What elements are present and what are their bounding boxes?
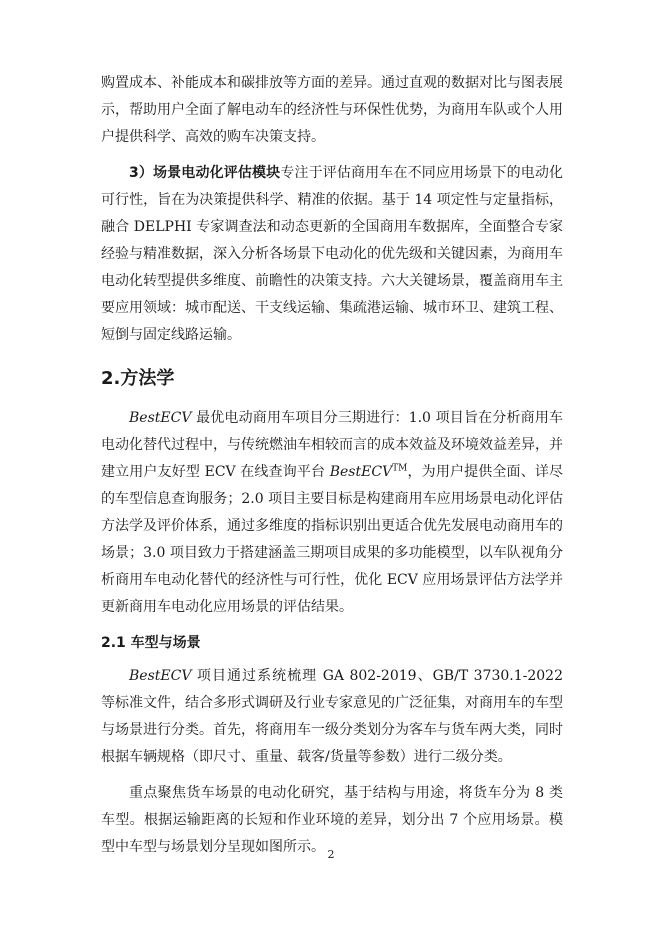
intro-paragraph: 购置成本、补能成本和碳排放等方面的差异。通过直观的数据对比与图表展示，帮助用户全面了解电动车的经济性与环保性优势，为商用车队或个人用户提供科学、高效的购车决策支持。 [101,75,563,145]
vehicle-scenario-paragraph-2: 重点聚焦货车场景的电动化研究，基于结构与用途，将货车分为 8 类车型。根据运输距离的长短和作业环境的差异，划分出 7 个应用场景。模型中车型与场景划分呈现如图所示。 [101,785,563,855]
section-heading-methodology: 2.方法学 [101,368,175,389]
project-name-2: BestECV [129,668,192,684]
subsection-heading-vehicle-scenario: 2.1 车型与场景 [101,635,201,651]
module3-lead: 3）场景电动化评估模块 [129,165,281,181]
module3-paragraph [101,160,563,349]
vehicle-scenario-paragraph-1 [101,663,563,771]
platform-name: BestECV [329,464,393,480]
methodology-text-a: 最优电动商用车项目分三期进行：1.0 项目旨在分析商用车电动化替代过程中，与传统燃油车相较而言的成本效益及环境效益差异，并建立用户友好型 ECV 在线查询平台 [101,410,563,480]
document-page [101,70,563,861]
project-name: BestECV [129,410,192,426]
trademark-sup: TM [392,463,408,474]
page-number: 2 [327,848,335,861]
methodology-text-b: ，为用户提供全面、详尽的车型信息查询服务；2.0 项目主要目标是构建商用车应用场景电动化评估方法学及评价体系，通过多维度的指标识别出更适合优先发展电动商用车的场景；3.0 项目致力于搭建涵盖三期项目成果的多功能模型，以车队视角分析商用车电动化替代的经济性与可行性，优化 ECV 应用场景评估方法学并更新商用车电动化应用场景的评估结果。 [101,464,563,615]
methodology-paragraph [101,405,563,621]
vehicle-scenario-text-1: 项目通过系统梳理 GA 802-2019、GB/T 3730.1-2022 等标准文件，结合多形式调研及行业专家意见的广泛征集，对商用车的车型与场景进行分类。首先，将商用车一级分类划分为客车与货车两大类，同时根据车辆规格（即尺寸、重量、载客/货量等参数）进行二级分类。 [101,668,563,765]
module3-text: 专注于评估商用车在不同应用场景下的电动化可行性，旨在为决策提供科学、精准的依据。基于 14 项定性与定量指标，融合 DELPHI 专家调查法和动态更新的全国商用车数据库，全面整合专家经验与精准数据，深入分析各场景下电动化的优先级和关键因素，为商用车电动化转型提供多维度、前瞻性的决策支持。六大关键场景，覆盖商用车主要应用领域：城市配送、干支线运输、集疏港运输、城市环卫、建筑工程、短倒与固定线路运输。 [101,165,564,343]
